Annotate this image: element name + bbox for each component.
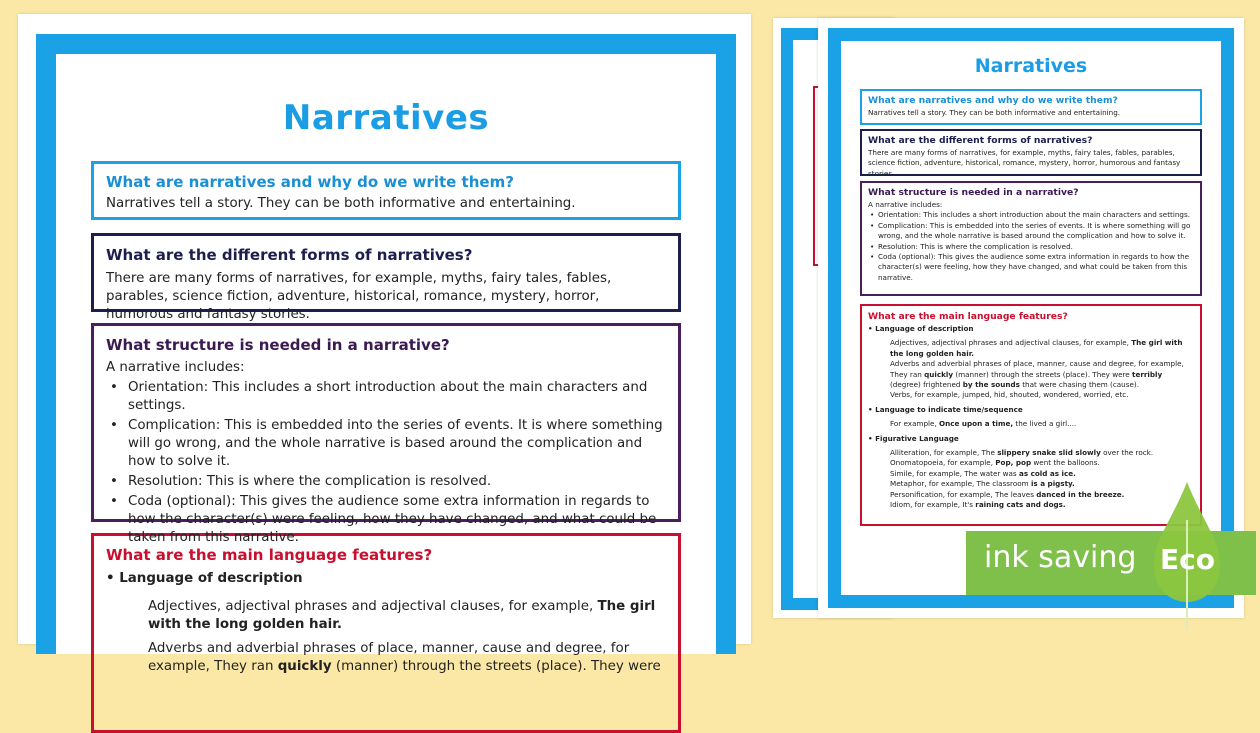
list-item: • Orientation: This includes a short introduction about the main characters and settings. bbox=[868, 210, 1194, 220]
small-section-forms-heading: What are the different forms of narratives? bbox=[868, 135, 1093, 146]
language-description-heading: • Language of description bbox=[106, 571, 303, 586]
structure-list bbox=[106, 379, 666, 547]
small-section-language bbox=[860, 304, 1202, 526]
section-what bbox=[91, 161, 681, 220]
small-language-desc-heading: • Language of description bbox=[868, 324, 974, 333]
small-section-structure-heading: What structure is needed in a narrative? bbox=[868, 187, 1079, 198]
small-section-what bbox=[860, 89, 1202, 125]
language-desc-1: Adjectives, adjectival phrases and adjectival clauses, for example, The girl with the long golden hair. bbox=[148, 599, 656, 632]
small-section-what-body: Narratives tell a story. They can be both informative and entertaining. bbox=[868, 108, 1121, 117]
list-item: • Orientation: This includes a short introduction about the main characters and settings. bbox=[106, 379, 666, 415]
small-page-title: Narratives bbox=[974, 55, 1088, 77]
small-language-fig-heading: • Figurative Language bbox=[868, 433, 959, 443]
page-title: Narratives bbox=[282, 98, 490, 138]
section-language-heading: What are the main language features? bbox=[106, 546, 433, 564]
small-language-desc-1: Adjectives, adjectival phrases and adjectival clauses, for example, The girl with the long golden hair. bbox=[890, 338, 1183, 358]
section-structure-heading: What structure is needed in a narrative? bbox=[106, 336, 450, 354]
small-structure-list bbox=[868, 210, 1194, 283]
small-section-language-heading: What are the main language features? bbox=[868, 311, 1068, 322]
small-fig-2: Onomatopoeia, for example, Pop, pop went the balloons. bbox=[890, 458, 1100, 468]
list-item: • Resolution: This is where the complication is resolved. bbox=[106, 473, 666, 491]
section-structure bbox=[91, 323, 681, 545]
small-fig-1: Alliteration, for example, The slippery snake slid slowly over the rock. bbox=[890, 448, 1154, 458]
small-language-desc-3: Verbs, for example, jumped, hid, shouted, wondered, worried, etc. bbox=[890, 390, 1129, 400]
section-forms-heading: What are the different forms of narratives? bbox=[106, 246, 473, 264]
small-section-what-heading: What are narratives and why do we write them? bbox=[868, 95, 1118, 106]
eco-label: Eco bbox=[1160, 543, 1215, 576]
eco-text: ink saving bbox=[984, 540, 1137, 575]
language-desc-2: Adverbs and adverbial phrases of place, manner, cause and degree, for example, They ran quickly (manner) through the streets (place). They were bbox=[148, 641, 661, 674]
small-section-forms bbox=[860, 129, 1202, 176]
small-language-desc-2: Adverbs and adverbial phrases of place, manner, cause and degree, for example, They ran quickly (manner) through the streets (place). They were terribly (degree) frightened by the sounds that were chasing them (cause). bbox=[890, 359, 1184, 390]
small-language-time-1: For example, Once upon a time, the lived a girl.... bbox=[890, 419, 1077, 429]
small-language-time-heading: • Language to indicate time/sequence bbox=[868, 404, 1023, 414]
list-item: • Complication: This is embedded into the series of events. It is where something will go wrong, and the whole narrative is based around the complication and how to solve it. bbox=[868, 221, 1194, 242]
section-what-heading: What are narratives and why do we write them? bbox=[106, 173, 514, 191]
section-language bbox=[91, 533, 681, 733]
section-forms bbox=[91, 233, 681, 322]
poster-large bbox=[18, 14, 751, 674]
poster-large-content bbox=[56, 54, 716, 674]
small-fig-5: Personification, for example, The leaves danced in the breeze. bbox=[890, 489, 1125, 499]
list-item: • Coda (optional): This gives the audience some extra information in regards to how the character(s) were feeling, how they have changed, and what could be taken from this narrative. bbox=[106, 493, 666, 547]
list-item: • Resolution: This is where the complication is resolved. bbox=[868, 242, 1194, 252]
section-forms-body: There are many forms of narratives, for example, myths, fairy tales, fables, parables, science fiction, adventure, historical, romance, mystery, horror, humorous and fantasy stories. bbox=[106, 271, 612, 322]
small-fig-4: Metaphor, for example, The classroom is a pigsty. bbox=[890, 479, 1075, 489]
list-item: • Complication: This is embedded into the series of events. It is where something will go wrong, and the whole narrative is based around the complication and how to solve it. bbox=[106, 417, 666, 471]
small-section-forms-body: There are many forms of narratives, for example, myths, fairy tales, fables, parables, science fiction, adventure, historical, romance, mystery, horror, humorous and fantasy stories. bbox=[868, 148, 1181, 178]
small-section-structure-intro: A narrative includes: bbox=[868, 200, 943, 209]
section-structure-intro: A narrative includes: bbox=[106, 360, 245, 375]
section-what-body: Narratives tell a story. They can be both informative and entertaining. bbox=[106, 196, 576, 211]
list-item: • Coda (optional): This gives the audience some extra information in regards to how the character(s) were feeling, how they have changed, and what could be taken from this narrative. bbox=[868, 252, 1194, 283]
small-fig-3: Simile, for example, The water was as cold as ice. bbox=[890, 468, 1076, 478]
small-section-structure bbox=[860, 181, 1202, 296]
small-fig-6: Idiom, for example, It's raining cats and dogs. bbox=[890, 500, 1066, 510]
